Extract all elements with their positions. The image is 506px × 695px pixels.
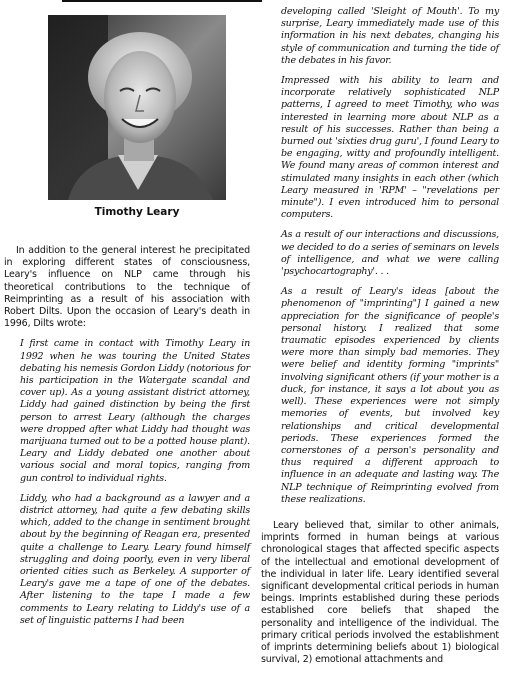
quote-paragraph-3: Impressed with his ability to learn and incorporate relatively sophisticated NLP patterns, I agreed to meet Timothy, who was interested in learning more about NLP as a result of his successes. Rather than being a burned out 'sixties drug guru', I found Leary to be engaging, witty and profoundly intelligent. We found many areas of common interest and stimulated many insights in each other (which Leary measured in 'RPM' – "revelations per minute"). I even introduced him to personal computers.: [281, 75, 499, 221]
top-rule: [62, 0, 262, 2]
intro-paragraph: In addition to the general interest he precipitated in exploring different states of consciousness, Leary's influence on NLP came through his theoretical contributions to the technique of Reimprinting as a result of his association with Robert Dilts. Upon the occasion of Leary's death in 1996, Dilts wrote:: [4, 245, 250, 330]
right-column: [261, 6, 499, 666]
closing-paragraph: Leary believed that, similar to other animals, imprints formed in human beings at various chronological stages that affected specific aspects of the intellectual and emotional development of the individual in later life. Leary identified several significant developmental critical periods in human beings. Imprints established during these periods established core beliefs that shaped the personality and intelligence of the individual. The primary critical periods involved the establishment of imprints determining beliefs about 1) biological survival, 2) emotional attachments and: [261, 519, 499, 666]
quote-continuation: developing called 'Sleight of Mouth'. To my surprise, Leary immediately made use of this information in his next debates, changing his style of communication and turning the tide of the debates in his favor.: [281, 6, 499, 66]
left-column: [4, 245, 250, 627]
quote-paragraph-5: As a result of Leary's ideas [about the phenomenon of "imprinting"] I gained a new appreciation for the significance of people's personal history. I realized that some traumatic episodes experienced by clients were more than simply bad memories. They were belief and identity forming "imprints" involving significant others (if your mother is a duck, for instance, it says a lot about you as well). These experiences were not simply memories of events, but involved key relationships and critical developmental periods. These experiences formed the cornerstones of a person's personality and thus required a different approach to influence in an adequate and lasting way. The NLP technique of Reimprinting evolved from these realizations.: [281, 286, 499, 505]
portrait-photo: [48, 15, 226, 200]
portrait-image: [48, 15, 226, 200]
quote-paragraph-2: Liddy, who had a background as a lawyer and a district attorney, had quite a few debating skills which, added to the change in sentiment brought about by the beginning of Reagan era, presented quite a challenge to Leary. Leary found himself struggling and doing poorly, even in very liberal oriented cities such as Berkeley. A supporter of Leary's gave me a tape of one of the debates. After listening to the tape I made a few comments to Leary relating to Liddy's use of a set of linguistic patterns I had been: [20, 492, 250, 626]
photo-caption: Timothy Leary: [94, 206, 180, 218]
quote-paragraph-4: As a result of our interactions and discussions, we decided to do a series of seminars on levels of intelligence, and what we were calling 'psychocartography'. . .: [281, 229, 499, 278]
quote-paragraph-1: I first came in contact with Timothy Leary in 1992 when he was touring the United States debating his nemesis Gordon Liddy (notorious for his participation in the Watergate scandal and cover up). As a young assistant district attorney, Liddy had gained distinction by being the first person to arrest Leary (although the charges were dropped after what Liddy had thought was marijuana turned out to be a potted house plant). Leary and Liddy debated one another about various social and moral topics, ranging from gun control to individual rights.: [20, 338, 251, 484]
